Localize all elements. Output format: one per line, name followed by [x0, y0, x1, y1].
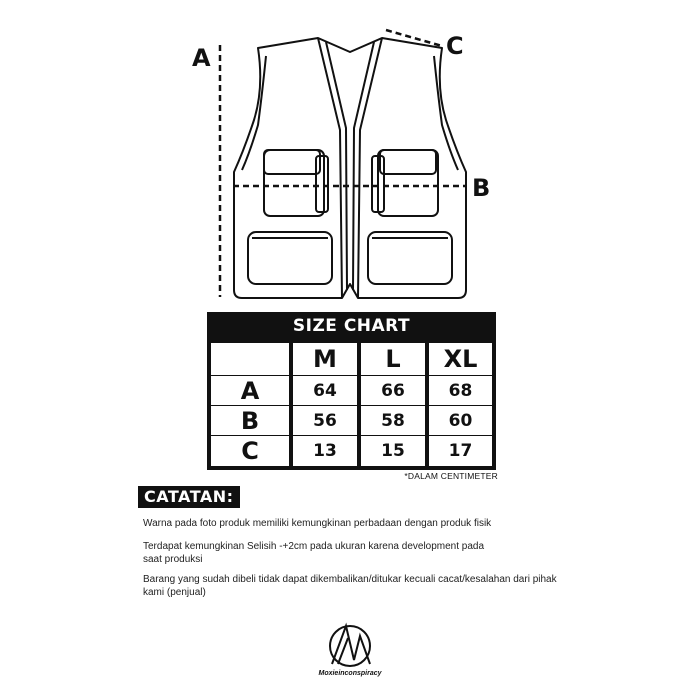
cell-b-m: 56 [293, 406, 357, 435]
note-item: Barang yang sudah dibeli tidak dapat dikembalikan/ditukar kecuali cacat/kesalahan dari pihak kami (penjual) [143, 574, 557, 598]
col-header-xl: XL [429, 343, 492, 375]
cell-c-m: 13 [293, 436, 357, 466]
notes-title: CATATAN: [138, 486, 240, 508]
label-b: B [472, 174, 491, 202]
label-a: A [192, 44, 211, 72]
right-upper-pocket [378, 150, 438, 216]
brand-logo-icon [324, 620, 376, 670]
cell-c-l: 15 [361, 436, 425, 466]
brand-name: Moxieinconspiracy [318, 670, 382, 677]
row-header-b: B [211, 406, 289, 435]
cell-a-xl: 68 [429, 376, 492, 405]
label-c: C [446, 32, 464, 60]
cell-b-l: 58 [361, 406, 425, 435]
cell-a-m: 64 [293, 376, 357, 405]
col-header-m: M [293, 343, 357, 375]
row-header-c: C [211, 436, 289, 466]
col-header-l: L [361, 343, 425, 375]
cell-a-l: 66 [361, 376, 425, 405]
cell-b-xl: 60 [429, 406, 492, 435]
unit-note: *DALAM CENTIMETER [404, 471, 498, 481]
note-item: Terdapat kemungkinan Selisih -+2cm pada ukuran karena development pada saat produksi [143, 541, 485, 565]
vest-outline [234, 38, 466, 298]
vest-diagram [0, 0, 700, 310]
size-chart-title: SIZE CHART [292, 316, 411, 336]
row-header-a: A [211, 376, 289, 405]
vest-front-opening [318, 38, 342, 298]
left-lower-pocket [248, 232, 332, 284]
corner-cell [211, 343, 289, 375]
right-lower-pocket [368, 232, 452, 284]
cell-c-xl: 17 [429, 436, 492, 466]
note-item: Warna pada foto produk memiliki kemungkinan perbadaan dengan produk fisik [143, 518, 492, 529]
